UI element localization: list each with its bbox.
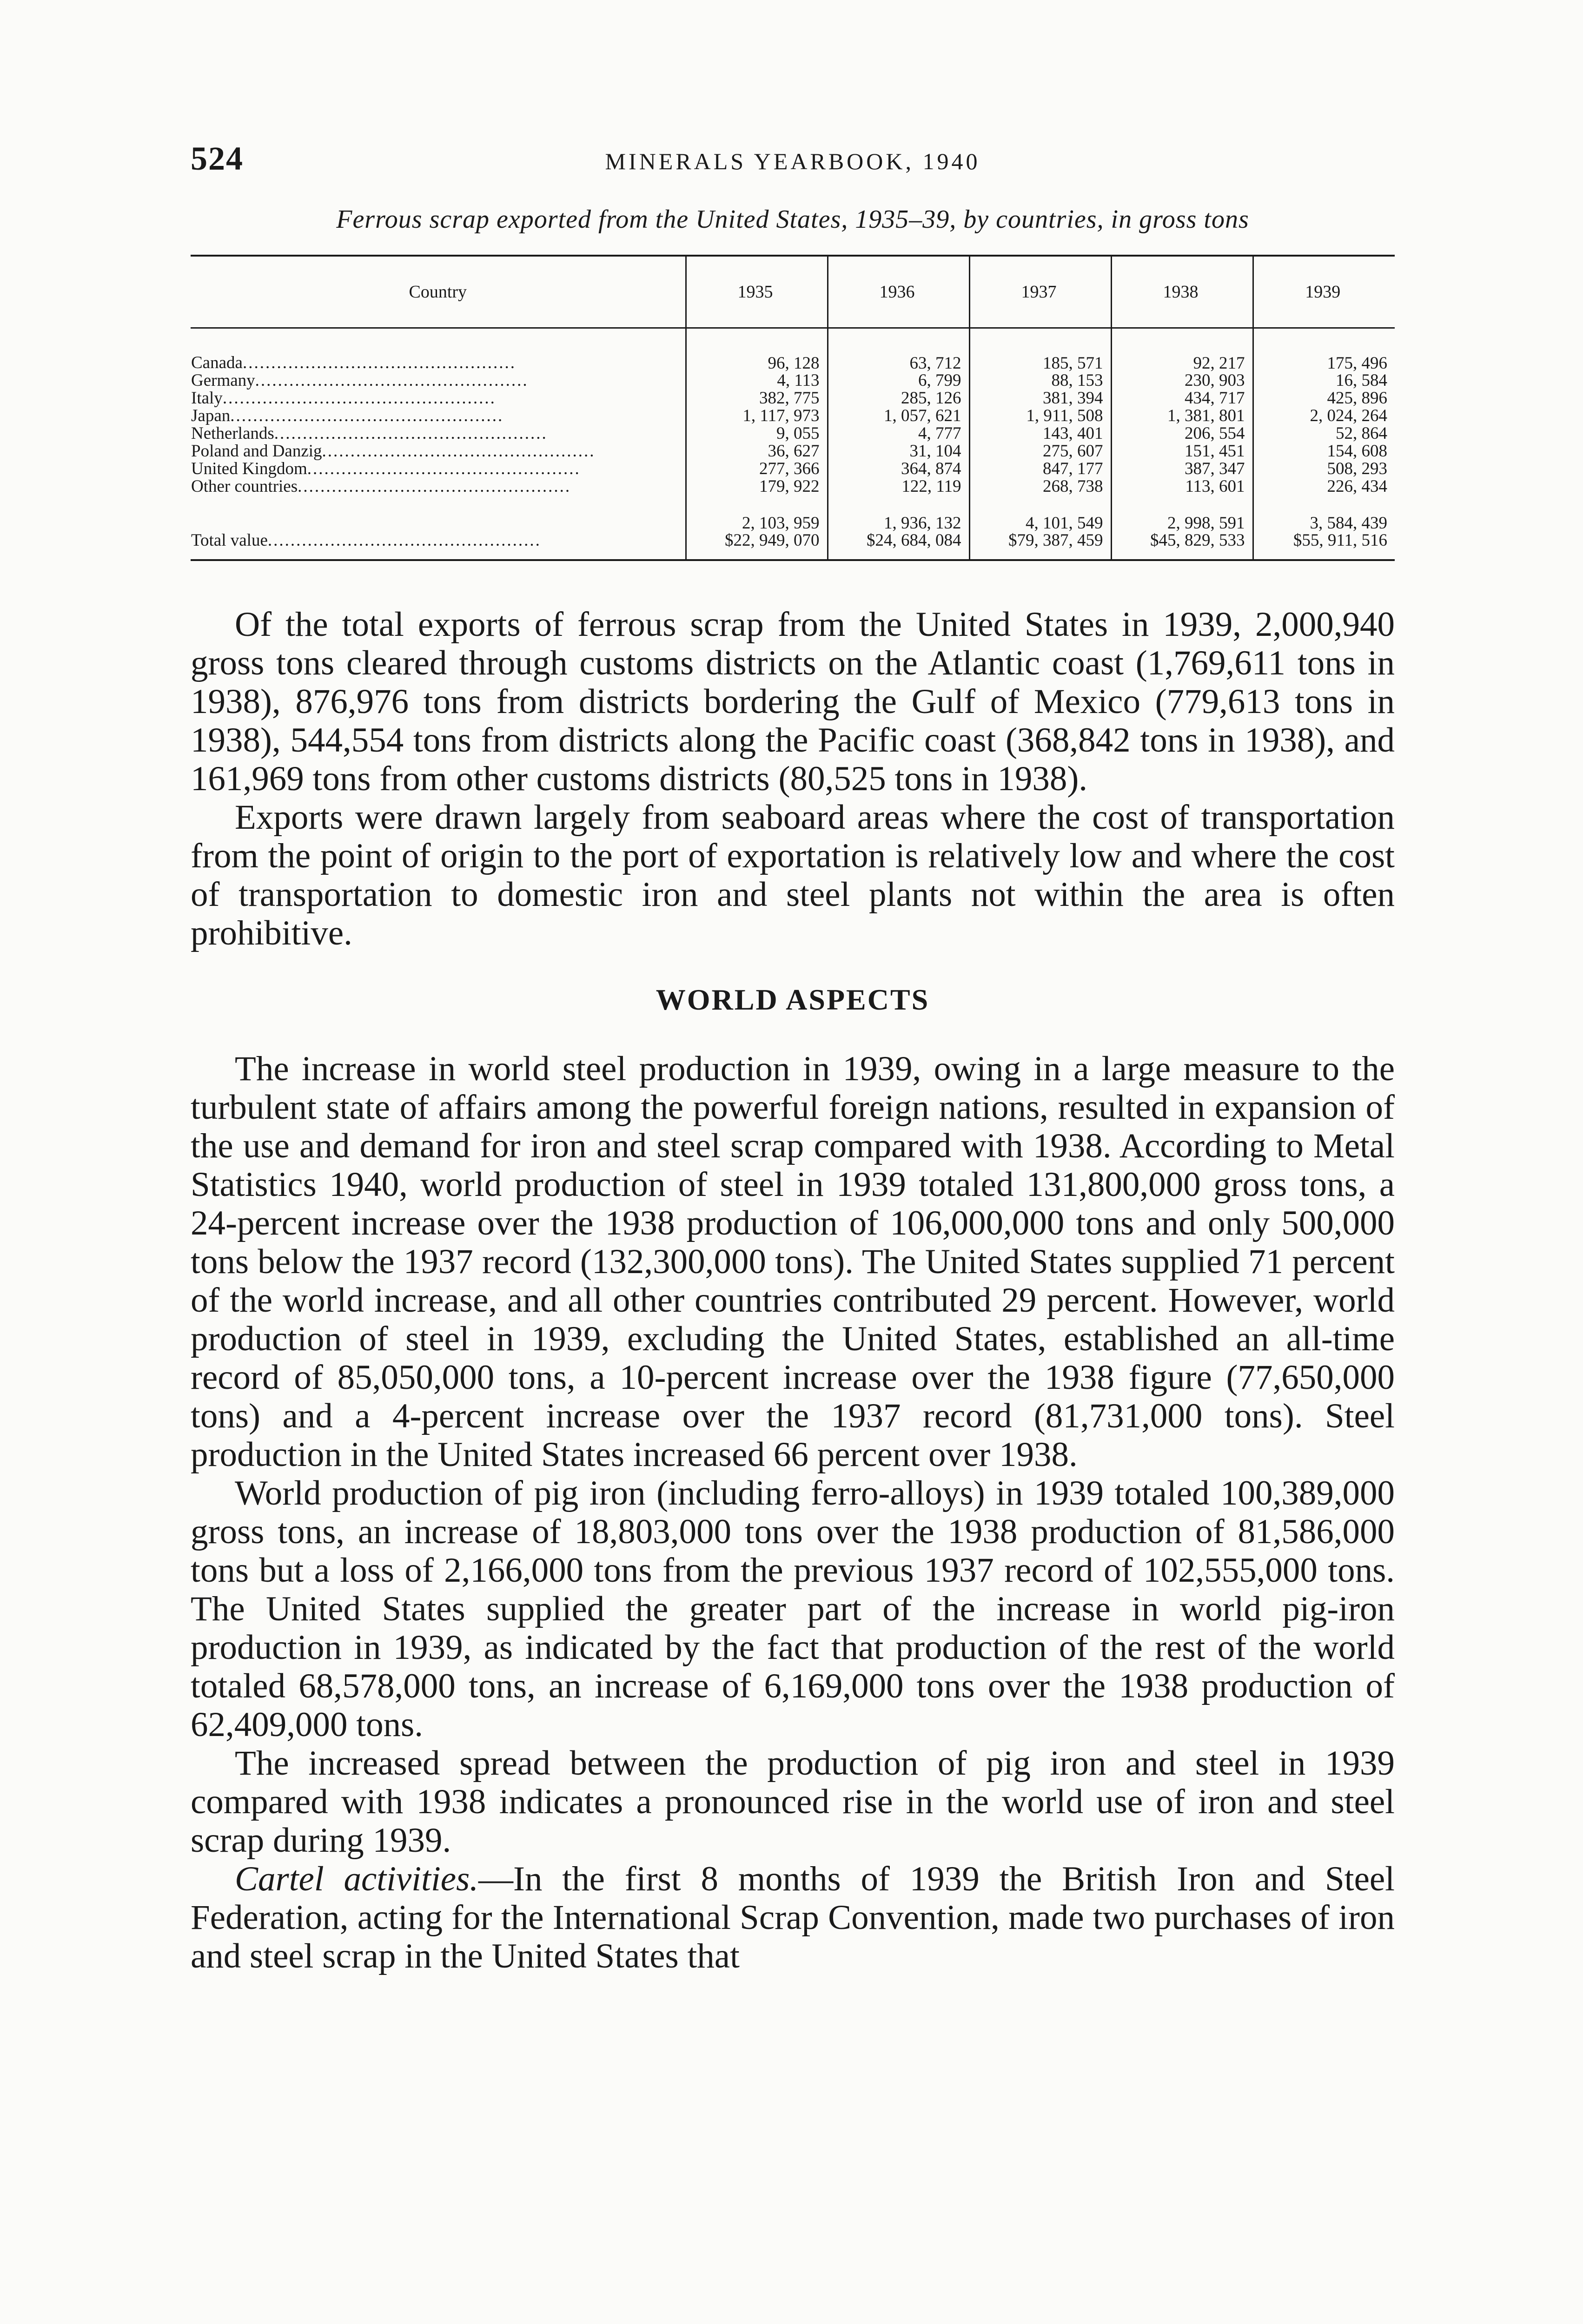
value-cell: 122, 119 [828,478,969,495]
country-cell: United Kingdom................................................ [191,460,581,478]
column-header: 1939 [1253,256,1395,328]
value-cell: 52, 864 [1253,425,1395,442]
value-cell: 381, 394 [969,390,1111,407]
page-header [191,139,1395,191]
country-name: Canada [191,353,243,372]
value-cell: 277, 366 [686,460,828,478]
spacer-cell [191,495,686,515]
table-header-row [191,256,1395,328]
value-cell: 2, 024, 264 [1253,407,1395,425]
value-cell: 1, 057, 621 [828,407,969,425]
body-text [191,605,1395,1975]
value-cell: 36, 627 [686,442,828,460]
country-name: Poland and Danzig [191,442,322,460]
country-name: Italy [191,390,223,407]
total-value-row [191,532,1395,560]
value-cell: 387, 347 [1111,460,1253,478]
totals-label-cell [191,515,686,532]
table-spacer-row [191,495,1395,515]
table-row [191,407,1395,425]
page-number: 524 [191,140,244,177]
value-cell: 206, 554 [1111,425,1253,442]
country-name: Japan [191,407,231,425]
spacer-cell [686,495,828,515]
total-value-cell: $79, 387, 459 [969,532,1111,560]
table-caption: Ferrous scrap exported from the United States, 1935–39, by countries, in gross tons [336,205,1249,234]
document-page [191,139,1395,1975]
spacer-cell [828,495,969,515]
value-cell: 63, 712 [828,328,969,372]
running-head: MINERALS YEARBOOK, 1940 [605,148,980,174]
paragraph [191,1860,1395,1975]
spacer-cell [1111,495,1253,515]
value-cell: 9, 055 [686,425,828,442]
value-cell: 1, 117, 973 [686,407,828,425]
value-cell: 1, 381, 801 [1111,407,1253,425]
country-name: Germany [191,372,255,390]
country-cell: Other countries................................................ [191,478,571,495]
value-cell: 275, 607 [969,442,1111,460]
value-cell: 382, 775 [686,390,828,407]
exports-table [191,255,1395,561]
table-row [191,328,1395,372]
value-cell: 364, 874 [828,460,969,478]
value-cell: 96, 128 [686,328,828,372]
country-name: Other countries [191,478,298,495]
spacer-cell [969,495,1111,515]
value-cell: 151, 451 [1111,442,1253,460]
table-row [191,425,1395,442]
total-cell: 2, 103, 959 [686,515,828,532]
paragraph: The increase in world steel production in 1939, owing in a large measure to the turbulent state of affairs among the powerful foreign nations, resulted in expansion of the use and demand for iron and steel scrap compared with 1938. According to Metal Statistics 1940, world production of steel in 1939 totaled 131,800,000 gross tons, a 24-percent increase over the 1938 production of 106,000,000 tons and only 500,000 tons below the 1937 record (132,300,000 tons). The United States supplied 71 percent of the world increase, and all other countries contributed 29 percent. However, world production of steel in 1939, excluding the United States, established an all-time record of 85,050,000 tons, a 10-percent increase over the 1938 figure (77,650,000 tons) and a 4-percent increase over the 1937 record (81,731,000 tons). Steel production in the United States increased 66 percent over 1938. [191,1050,1395,1474]
value-cell: 285, 126 [828,390,969,407]
table-row [191,442,1395,460]
table-row [191,390,1395,407]
value-cell: 143, 401 [969,425,1111,442]
paragraph: Of the total exports of ferrous scrap from the United States in 1939, 2,000,940 gross tons cleared through customs districts on the Atlantic coast (1,769,611 tons in 1938), 876,976 tons from districts bordering the Gulf of Mexico (779,613 tons in 1938), 544,554 tons from districts along the Pacific coast (368,842 tons in 1938), and 161,969 tons from other customs districts (80,525 tons in 1938). [191,605,1395,798]
total-value-cell: $55, 911, 516 [1253,532,1395,560]
country-cell: Japan................................................ [191,407,504,425]
value-cell: 179, 922 [686,478,828,495]
column-header: 1938 [1111,256,1253,328]
value-cell: 16, 584 [1253,372,1395,390]
totals-row [191,515,1395,532]
paragraph: World production of pig iron (including ferro-alloys) in 1939 totaled 100,389,000 gross tons, an increase of 18,803,000 tons over the 1938 production of 81,586,000 tons but a loss of 2,166,000 tons from the previous 1937 record of 102,555,000 tons. The United States supplied the greater part of the increase in world pig-iron production in 1939, as indicated by the fact that production of the rest of the world totaled 68,578,000 tons, an increase of 6,169,000 tons over the 1938 production of 62,409,000 tons. [191,1474,1395,1744]
country-name: United Kingdom [191,460,307,478]
country-cell: Germany................................................ [191,372,529,390]
value-cell: 185, 571 [969,328,1111,372]
country-name: Netherlands [191,425,274,442]
total-value-cell: $45, 829, 533 [1111,532,1253,560]
value-cell: 88, 153 [969,372,1111,390]
value-cell: 847, 177 [969,460,1111,478]
value-cell: 425, 896 [1253,390,1395,407]
value-cell: 4, 777 [828,425,969,442]
country-cell: Poland and Danzig................................................ [191,442,596,460]
country-cell: Italy................................................ [191,390,496,407]
value-cell: 268, 738 [969,478,1111,495]
paragraph-lead: Cartel activities. [235,1860,479,1898]
paragraph: Exports were drawn largely from seaboard areas where the cost of transportation from the point of origin to the port of exportation is relatively low and where the cost of transportation to domestic iron and steel plants not within the area is often prohibitive. [191,798,1395,952]
total-value-label: Total value [191,532,268,550]
value-cell: 434, 717 [1111,390,1253,407]
spacer-cell [1253,495,1395,515]
column-header: Country [191,256,686,328]
value-cell: 113, 601 [1111,478,1253,495]
column-header: 1935 [686,256,828,328]
value-cell: 92, 217 [1111,328,1253,372]
value-cell: 4, 113 [686,372,828,390]
value-cell: 6, 799 [828,372,969,390]
value-cell: 226, 434 [1253,478,1395,495]
total-value-cell: $22, 949, 070 [686,532,828,560]
paragraph-text: —In the first 8 months of 1939 the British Iron and Steel Federation, acting for the International Scrap Convention, made two purchases of iron and steel scrap in the United States that [191,1860,1395,1975]
total-cell: 4, 101, 549 [969,515,1111,532]
value-cell: 154, 608 [1253,442,1395,460]
value-cell: 508, 293 [1253,460,1395,478]
country-cell: Canada................................................ [191,353,516,372]
table-row [191,372,1395,390]
total-value-cell: $24, 684, 084 [828,532,969,560]
column-header: 1936 [828,256,969,328]
paragraph: The increased spread between the production of pig iron and steel in 1939 compared with 1938 indicates a pronounced rise in the world use of iron and steel scrap during 1939. [191,1744,1395,1860]
value-cell: 1, 911, 508 [969,407,1111,425]
value-cell: 31, 104 [828,442,969,460]
section-heading: WORLD ASPECTS [656,983,930,1016]
total-cell: 1, 936, 132 [828,515,969,532]
total-cell: 3, 584, 439 [1253,515,1395,532]
country-cell: Netherlands................................................ [191,425,548,442]
total-cell: 2, 998, 591 [1111,515,1253,532]
total-value-label-cell: Total value................................................ [191,532,686,560]
column-header: 1937 [969,256,1111,328]
table-row [191,460,1395,478]
value-cell: 230, 903 [1111,372,1253,390]
table-row [191,478,1395,495]
value-cell: 175, 496 [1253,328,1395,372]
